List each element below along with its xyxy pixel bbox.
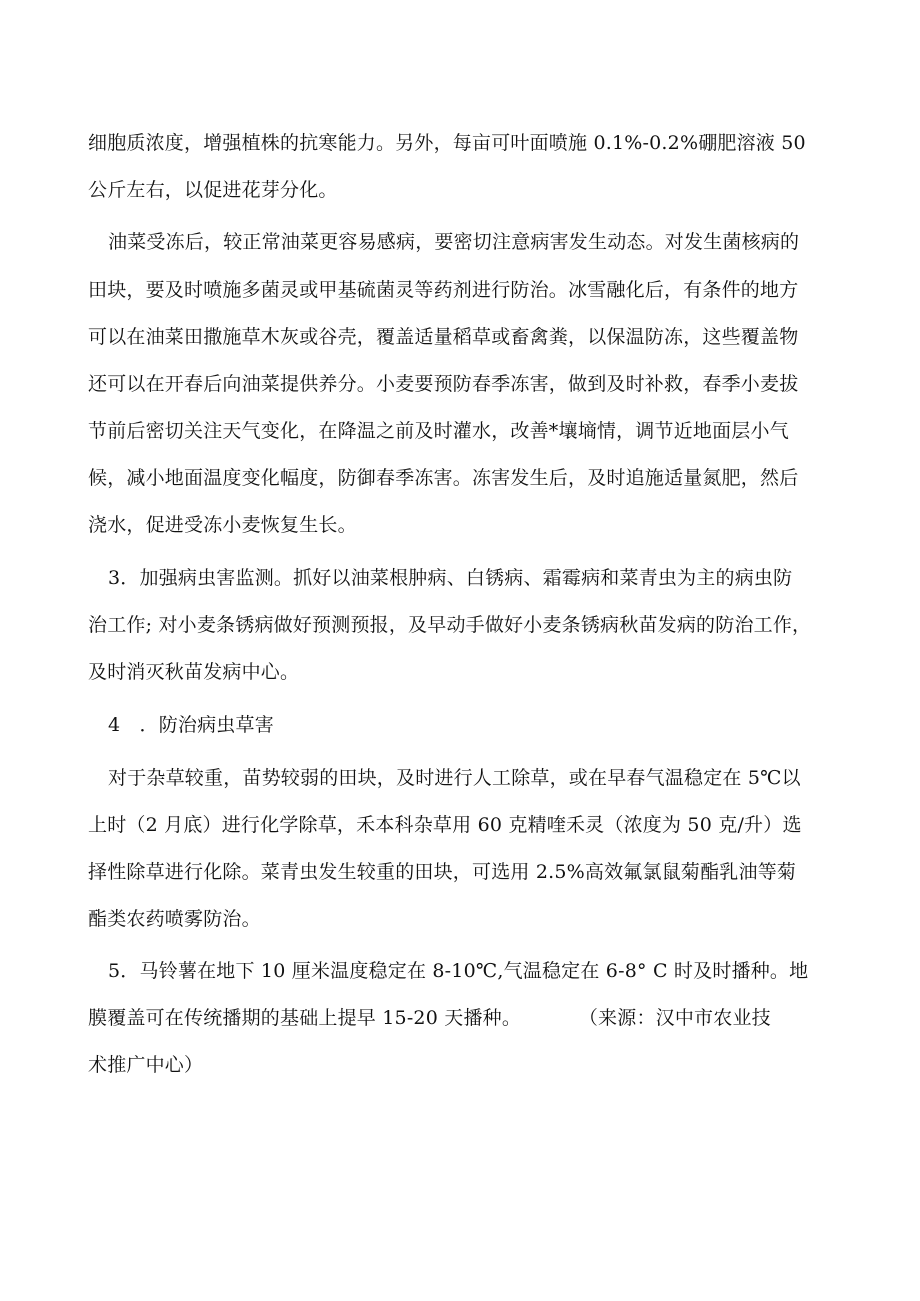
text-line: 酯类农药喷雾防治。 (88, 908, 261, 930)
text-line: 节前后密切关注天气变化，在降温之前及时灌水，改善*壤墒情，调节近地面层小气 (88, 420, 789, 442)
text-line: 细胞质浓度，增强植株的抗寒能力。另外，每亩可叶面喷施 0.1%-0.2%硼肥溶液 50 (88, 132, 806, 154)
text-line: 治工作; 对小麦条锈病做好预测预报，及早动手做好小麦条锈病秋苗发病的防治工作， (88, 614, 812, 636)
text-line: 候，减小地面温度变化幅度，防御春季冻害。冻害发生后，及时追施适量氮肥，然后 (88, 467, 799, 489)
text-line: 田块，要及时喷施多菌灵或甲基硫菌灵等药剂进行防治。冰雪融化后，有条件的地方 (88, 279, 799, 301)
source-note: 术推广中心） (88, 1054, 204, 1076)
text-line: 公斤左右，以促进花芽分化。 (88, 179, 338, 201)
text-line: 膜覆盖可在传统播期的基础上提早 15-20 天播种。 （来源：汉中市农业技 (88, 1007, 771, 1029)
text-line: 油菜受冻后，较正常油菜更容易感病，要密切注意病害发生动态。对发生菌核病的 (108, 231, 800, 253)
text-line: 对于杂草较重，苗势较弱的田块，及时进行人工除草，或在早春气温稳定在 5℃以 (108, 767, 801, 789)
text-line: 上时（2 月底）进行化学除草，禾本科杂草用 60 克精喹禾灵（浓度为 50 克/升）选 (88, 814, 802, 836)
text-line: 及时消灭秋苗发病中心。 (88, 661, 300, 683)
text-line: 可以在油菜田撒施草木灰或谷壳，覆盖适量稻草或畜禽粪，以保温防冻，这些覆盖物 (88, 326, 799, 348)
text-line: 还可以在开春后向油菜提供养分。小麦要预防春季冻害，做到及时补救，春季小麦拔 (88, 373, 799, 395)
text-line: 择性除草进行化除。菜青虫发生较重的田块，可选用 2.5%高效氟氯鼠菊酯乳油等菊 (88, 861, 797, 883)
section-heading: 4 ．防治病虫草害 (108, 714, 274, 736)
text-line: 浇水，促进受冻小麦恢复生长。 (88, 514, 357, 536)
text-line: 3．加强病虫害监测。抓好以油菜根肿病、白锈病、霜霉病和菜青虫为主的病虫防 (108, 567, 793, 589)
text-line: 5．马铃薯在地下 10 厘米温度稳定在 8-10℃,气温稳定在 6-8° C 时及时播种。地 (108, 960, 809, 982)
